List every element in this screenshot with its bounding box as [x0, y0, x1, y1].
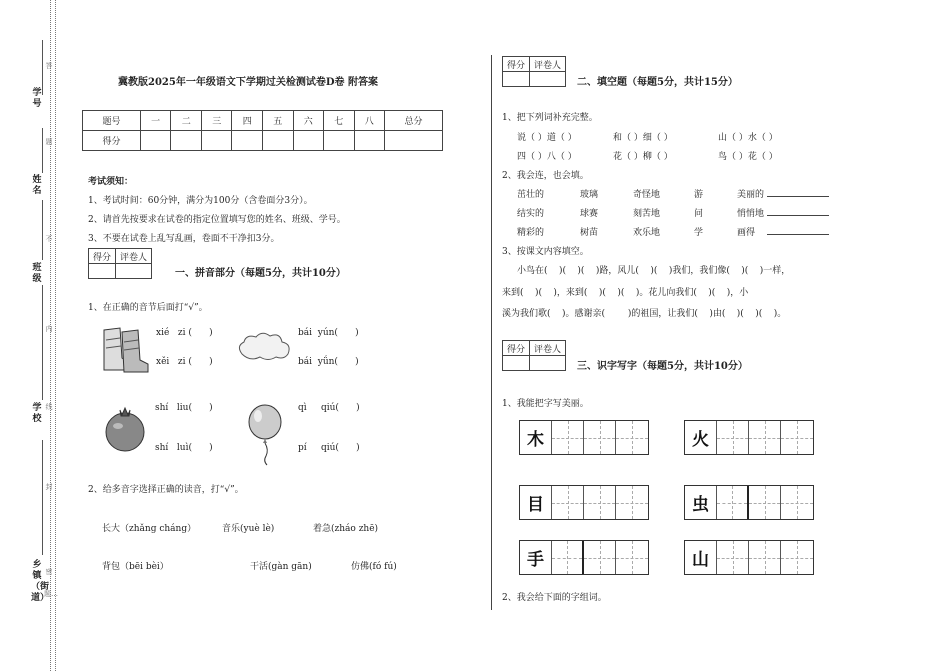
- model-character: 木: [520, 421, 552, 454]
- fill-blank[interactable]: [767, 188, 829, 197]
- connect-word: 玻璃: [580, 190, 599, 200]
- polyphonic-item[interactable]: 仿佛(fó fú): [351, 562, 397, 572]
- fill-word-item[interactable]: 鸟（ ）花（ ）: [718, 152, 778, 162]
- writing-cell[interactable]: [552, 486, 584, 519]
- section2-q2: 2、我会连，也会填。: [502, 171, 589, 181]
- score-box-score: 得分: [89, 249, 116, 264]
- writing-cell[interactable]: [749, 421, 781, 454]
- score-input-cell[interactable]: [171, 131, 202, 151]
- section3-title: 三、识字写字（每题5分，共计10分）: [577, 361, 748, 372]
- score-input-cell[interactable]: [293, 131, 324, 151]
- score-box-grader: 评卷人: [116, 249, 152, 264]
- fill-word-item[interactable]: 山（ ）水（ ）: [718, 133, 778, 143]
- answer-bracket: (: [188, 328, 192, 338]
- pinyin-syllable: shí: [155, 403, 169, 413]
- score-table-score-row: [83, 131, 443, 151]
- score-table-cell: 一: [140, 111, 171, 131]
- score-input-cell[interactable]: [385, 131, 443, 151]
- connect-word: 问: [694, 209, 704, 219]
- score-table-cell: 总分: [385, 111, 443, 131]
- writing-grid-chong: [684, 485, 814, 520]
- cloud-illustration: [236, 330, 294, 364]
- writing-grid-mu-eye: [519, 485, 649, 520]
- exam-title: 冀教版2025年一年级语文下学期过关检测试卷D卷 附答案: [118, 77, 378, 88]
- binding-line: [42, 128, 43, 173]
- pinyin-option-baiyun-1[interactable]: [298, 328, 359, 338]
- pinyin-syllable: qì: [298, 403, 307, 413]
- polyphonic-item[interactable]: 着急(zháo zhē): [313, 524, 379, 534]
- fill-word-item[interactable]: 说（ ）道（ ）: [517, 133, 577, 143]
- score-table: [82, 110, 443, 151]
- seal-char: 不: [45, 235, 53, 243]
- writing-cell[interactable]: [616, 541, 648, 574]
- writing-cell[interactable]: [584, 486, 616, 519]
- passage-line[interactable]: 溪为我们歌( )。感谢亲( )的祖国，让我们( )由( )( )( )。: [502, 309, 787, 319]
- school-label: 学校: [32, 403, 42, 424]
- score-input-cell[interactable]: [232, 131, 263, 151]
- connect-word: 茁壮的: [517, 190, 545, 200]
- score-table-cell: 三: [201, 111, 232, 131]
- writing-cell[interactable]: [781, 486, 813, 519]
- fill-word-item[interactable]: 和（ ）细（ ）: [613, 133, 673, 143]
- score-table-cell: 七: [324, 111, 355, 131]
- seal-char: 封: [45, 483, 53, 491]
- writing-cell[interactable]: [584, 421, 616, 454]
- score-box: [502, 340, 566, 371]
- polyphonic-item[interactable]: 干活(gàn gān): [250, 562, 312, 572]
- score-box-score: 得分: [503, 341, 530, 356]
- passage-line[interactable]: 小鸟在( )( )( )路，风儿( )( )我们，我们像( )( )一样，: [517, 266, 791, 276]
- writing-cell[interactable]: [781, 541, 813, 574]
- seal-char-extra: 题…: [44, 590, 58, 598]
- binding-line: [42, 285, 43, 400]
- pinyin-syllable: yún(: [317, 328, 338, 338]
- answer-bracket: ): [209, 357, 213, 367]
- binding-line: [42, 200, 43, 260]
- score-table-cell: 四: [232, 111, 263, 131]
- seal-char: 线: [45, 403, 53, 411]
- pinyin-syllable: liu(: [176, 403, 192, 413]
- score-box-input[interactable]: [503, 72, 530, 87]
- notice-heading: 考试须知：: [88, 177, 134, 187]
- score-box: [88, 248, 152, 279]
- seal-char: 答: [45, 62, 53, 70]
- score-input-cell[interactable]: [262, 131, 293, 151]
- writing-cell[interactable]: [552, 541, 584, 574]
- score-box-grader: 评卷人: [530, 57, 566, 72]
- fill-word-item[interactable]: 花（ ）柳（ ）: [613, 152, 673, 162]
- class-label: 班级: [32, 263, 42, 284]
- answer-bracket: ): [209, 328, 213, 338]
- answer-bracket: ): [209, 403, 213, 413]
- pinyin-syllable: shí: [155, 443, 169, 453]
- name-label: 姓名: [32, 175, 42, 196]
- pinyin-syllable: bái: [298, 328, 313, 338]
- seal-char: 内: [45, 325, 53, 333]
- writing-cell[interactable]: [616, 421, 648, 454]
- score-input-cell[interactable]: [201, 131, 232, 151]
- section1-title: 一、拼音部分（每题5分，共计10分）: [175, 268, 346, 279]
- writing-cell[interactable]: [749, 486, 781, 519]
- section1-q2: 2、给多音字选择正确的读音，打“√”。: [88, 485, 244, 495]
- section2-q1: 1、把下列词补充完整。: [502, 113, 598, 123]
- connect-word: 画得: [737, 228, 756, 238]
- writing-grid-mu: [519, 420, 649, 455]
- writing-cell[interactable]: [717, 486, 749, 519]
- score-table-cell: 五: [262, 111, 293, 131]
- model-character: 山: [685, 541, 717, 574]
- writing-cell[interactable]: [552, 421, 584, 454]
- pinyin-syllable: zi: [177, 328, 186, 338]
- score-box-input[interactable]: [503, 356, 530, 371]
- connect-word: 树苗: [580, 228, 599, 238]
- pinyin-option-shiliu-1[interactable]: [155, 403, 213, 413]
- score-table-cell: 题号: [83, 111, 141, 131]
- score-table-cell: 二: [171, 111, 202, 131]
- polyphonic-item[interactable]: 长大（zhǎng cháng）: [102, 524, 197, 534]
- pinyin-syllable: qiú(: [320, 443, 339, 453]
- seal-char: 密: [45, 568, 53, 576]
- pinyin-syllable: xěi: [156, 357, 170, 367]
- connect-word: 奇怪地: [633, 190, 661, 200]
- pinyin-option-qiqiu-1[interactable]: [298, 403, 360, 413]
- township-label: 乡镇（街道）: [31, 560, 50, 603]
- answer-bracket: ): [356, 443, 360, 453]
- writing-cell[interactable]: [781, 421, 813, 454]
- section3-q2: 2、我会给下面的字组词。: [502, 593, 607, 603]
- score-input-cell[interactable]: [354, 131, 385, 151]
- boots-illustration: [98, 322, 153, 377]
- binding-line: [42, 440, 43, 555]
- section2-q3: 3、按课文内容填空。: [502, 247, 589, 257]
- pomegranate-illustration: [102, 402, 148, 454]
- score-box: [502, 56, 566, 87]
- pinyin-option-xiezi-1[interactable]: [156, 328, 213, 338]
- connect-word: 精彩的: [517, 228, 545, 238]
- grader-box-input[interactable]: [530, 72, 566, 87]
- writing-grid-shan: [684, 540, 814, 575]
- score-box-grader: 评卷人: [530, 341, 566, 356]
- pinyin-syllable: bái: [298, 357, 313, 367]
- connect-word: 欢乐地: [633, 228, 661, 238]
- writing-cell[interactable]: [584, 541, 616, 574]
- pinyin-option-shiliu-2[interactable]: [155, 443, 213, 453]
- score-input-cell[interactable]: [140, 131, 171, 151]
- writing-cell[interactable]: [717, 421, 749, 454]
- pinyin-option-xiezi-2[interactable]: [156, 357, 213, 367]
- writing-cell[interactable]: [616, 486, 648, 519]
- fill-word-item[interactable]: 四（ ）八（ ）: [517, 152, 577, 162]
- fill-blank[interactable]: [767, 207, 829, 216]
- balloon-illustration: [245, 404, 285, 466]
- model-character: 火: [685, 421, 717, 454]
- notice-item: 3、不要在试卷上乱写乱画，卷面不干净扣3分。: [88, 234, 280, 244]
- connect-word: 结实的: [517, 209, 545, 219]
- score-input-cell[interactable]: [324, 131, 355, 151]
- binding-line: [42, 40, 43, 95]
- connect-word: 美丽的: [737, 190, 765, 200]
- connect-word: 球赛: [580, 209, 599, 219]
- seal-char: 题: [45, 138, 53, 146]
- score-table-cell: 八: [354, 111, 385, 131]
- model-character: 虫: [685, 486, 717, 519]
- grader-box-input[interactable]: [116, 264, 152, 279]
- student-id-label: 学号: [32, 88, 42, 109]
- section2-title: 二、填空题（每题5分，共计15分）: [577, 77, 738, 88]
- polyphonic-item[interactable]: 背包（bēi bèi）: [102, 562, 169, 572]
- pinyin-syllable: zi: [177, 357, 186, 367]
- connect-word: 悄悄地: [737, 209, 765, 219]
- pinyin-option-baiyun-2[interactable]: [298, 357, 359, 367]
- writing-grid-huo: [684, 420, 814, 455]
- notice-item: 1、考试时间：60分钟，满分为100分（含卷面分3分）。: [88, 196, 313, 206]
- column-divider: [491, 55, 492, 610]
- score-table-cell: 得分: [83, 131, 141, 151]
- answer-bracket: (: [188, 357, 192, 367]
- notice-item: 2、请首先按要求在试卷的指定位置填写您的姓名、班级、学号。: [88, 215, 346, 225]
- answer-bracket: ): [209, 443, 213, 453]
- score-table-header-row: [83, 111, 443, 131]
- pinyin-syllable: qiú(: [320, 403, 339, 413]
- connect-row: [517, 206, 837, 220]
- grader-box-input[interactable]: [530, 356, 566, 371]
- score-box-input[interactable]: [89, 264, 116, 279]
- connect-word: 刻苦地: [633, 209, 661, 219]
- connect-word: 游: [694, 190, 704, 200]
- connect-word: 学: [694, 228, 704, 238]
- writing-cell[interactable]: [717, 541, 749, 574]
- score-table-cell: 六: [293, 111, 324, 131]
- pinyin-option-piqiu-1[interactable]: [298, 443, 360, 453]
- polyphonic-item[interactable]: 音乐(yuè lè): [222, 524, 275, 534]
- pinyin-syllable: xié: [156, 328, 170, 338]
- connect-row: [517, 225, 837, 239]
- section3-q1: 1、我能把字写美丽。: [502, 399, 589, 409]
- writing-grid-shou: [519, 540, 649, 575]
- pinyin-syllable: luì(: [176, 443, 192, 453]
- connect-row: [517, 187, 837, 201]
- model-character: 目: [520, 486, 552, 519]
- fill-blank[interactable]: [767, 226, 829, 235]
- answer-bracket: ): [356, 403, 360, 413]
- writing-cell[interactable]: [749, 541, 781, 574]
- binding-dotted-line-right: [55, 0, 56, 671]
- answer-bracket: ): [355, 357, 359, 367]
- answer-bracket: ): [355, 328, 359, 338]
- passage-line[interactable]: 来到( )( )，来到( )( )( )。花儿向我们( )( )，小: [502, 288, 749, 298]
- pinyin-syllable: yǘn(: [317, 357, 338, 367]
- section1-q1: 1、在正确的音节后面打“√”。: [88, 303, 208, 313]
- pinyin-syllable: pí: [298, 443, 307, 453]
- score-box-score: 得分: [503, 57, 530, 72]
- model-character: 手: [520, 541, 552, 574]
